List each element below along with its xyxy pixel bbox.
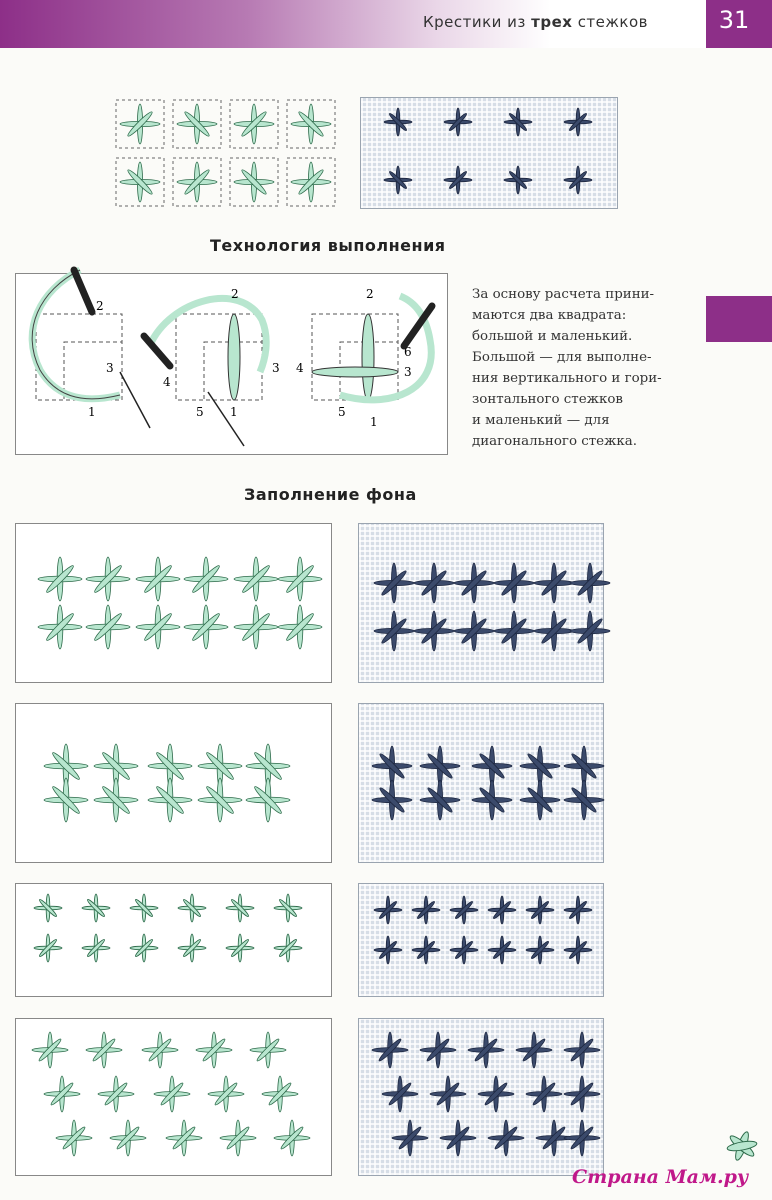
label-3-3: 3: [404, 365, 412, 379]
label-1-1: 1: [88, 405, 96, 419]
label-2-1: 1: [230, 405, 238, 419]
big-square-1: [36, 314, 122, 400]
chapter-title: Крестики из трех стежков: [422, 13, 648, 31]
needle-line-1: [120, 372, 150, 428]
page-number: 31: [718, 6, 750, 34]
technology-heading: Технология выполнения: [210, 236, 446, 255]
fill-heading: Заполнение фона: [244, 485, 417, 504]
fabric-stitches: [372, 108, 610, 1156]
logo-star-icon: [722, 1126, 762, 1166]
vertical-stitch-3: [362, 314, 374, 400]
needle-2: [144, 336, 170, 366]
big-square-3: [312, 314, 398, 400]
description-text: За основу расчета прини- маются два квадрата: большой и маленький. Большой — для выполне- ния вертикального и гори- зонтального стежков и маленький — для диагонального стежка.: [472, 287, 662, 449]
thread-1: [32, 270, 120, 399]
label-2-2: 2: [231, 287, 239, 301]
needle-line-2: [208, 392, 244, 446]
label-2-3: 3: [272, 361, 280, 375]
technology-steps: [32, 270, 432, 446]
thread-3: [340, 296, 431, 400]
label-1-2: 2: [96, 299, 104, 313]
label-3-2: 2: [366, 287, 374, 301]
label-2-4: 4: [163, 375, 171, 389]
horizontal-stitch-3: [312, 367, 398, 377]
needle-1: [74, 270, 92, 312]
label-3-1: 1: [370, 415, 378, 429]
pattern-diagrams: [32, 557, 322, 1156]
label-1-3: 3: [106, 361, 114, 375]
vertical-stitch-2: [228, 314, 240, 400]
label-3-4: 4: [296, 361, 304, 375]
stitch-grid-examples: [116, 100, 335, 206]
label-3-5: 5: [338, 405, 346, 419]
label-3-6: 6: [404, 345, 412, 359]
big-square-2: [176, 314, 262, 400]
logo-text: Страна Мам.ру: [572, 1166, 749, 1188]
label-2-5: 5: [196, 405, 204, 419]
site-logo: [572, 1160, 772, 1200]
